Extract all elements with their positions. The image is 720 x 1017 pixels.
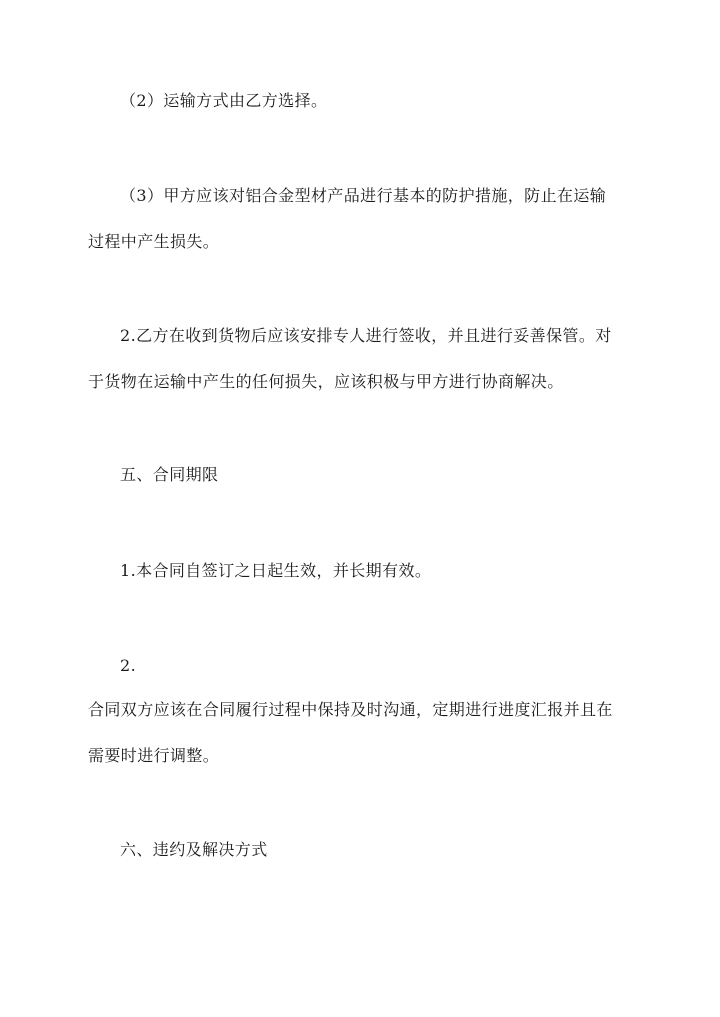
paragraph-receipt-line-1: 2.乙方在收到货物后应该安排专人进行签收，并且进行妥善保管。对 <box>120 326 612 345</box>
section-heading-contract-term: 五、合同期限 <box>120 465 219 484</box>
paragraph-communication-line-1: 合同双方应该在合同履行过程中保持及时沟通，定期进行进度汇报并且在 <box>88 700 613 719</box>
paragraph-protection-line-2: 过程中产生损失。 <box>88 232 220 251</box>
paragraph-protection-line-1: （3）甲方应该对铝合金型材产品进行基本的防护措施，防止在运输 <box>120 186 607 205</box>
paragraph-term-effective: 1.本合同自签订之日起生效，并长期有效。 <box>120 561 432 580</box>
section-heading-breach: 六、违约及解决方式 <box>120 840 268 859</box>
paragraph-transport-method: （2）运输方式由乙方选择。 <box>120 91 328 110</box>
paragraph-number-2: 2. <box>120 656 137 675</box>
paragraph-receipt-line-2: 于货物在运输中产生的任何损失，应该积极与甲方进行协商解决。 <box>88 372 564 391</box>
paragraph-communication-line-2: 需要时进行调整。 <box>88 746 220 765</box>
